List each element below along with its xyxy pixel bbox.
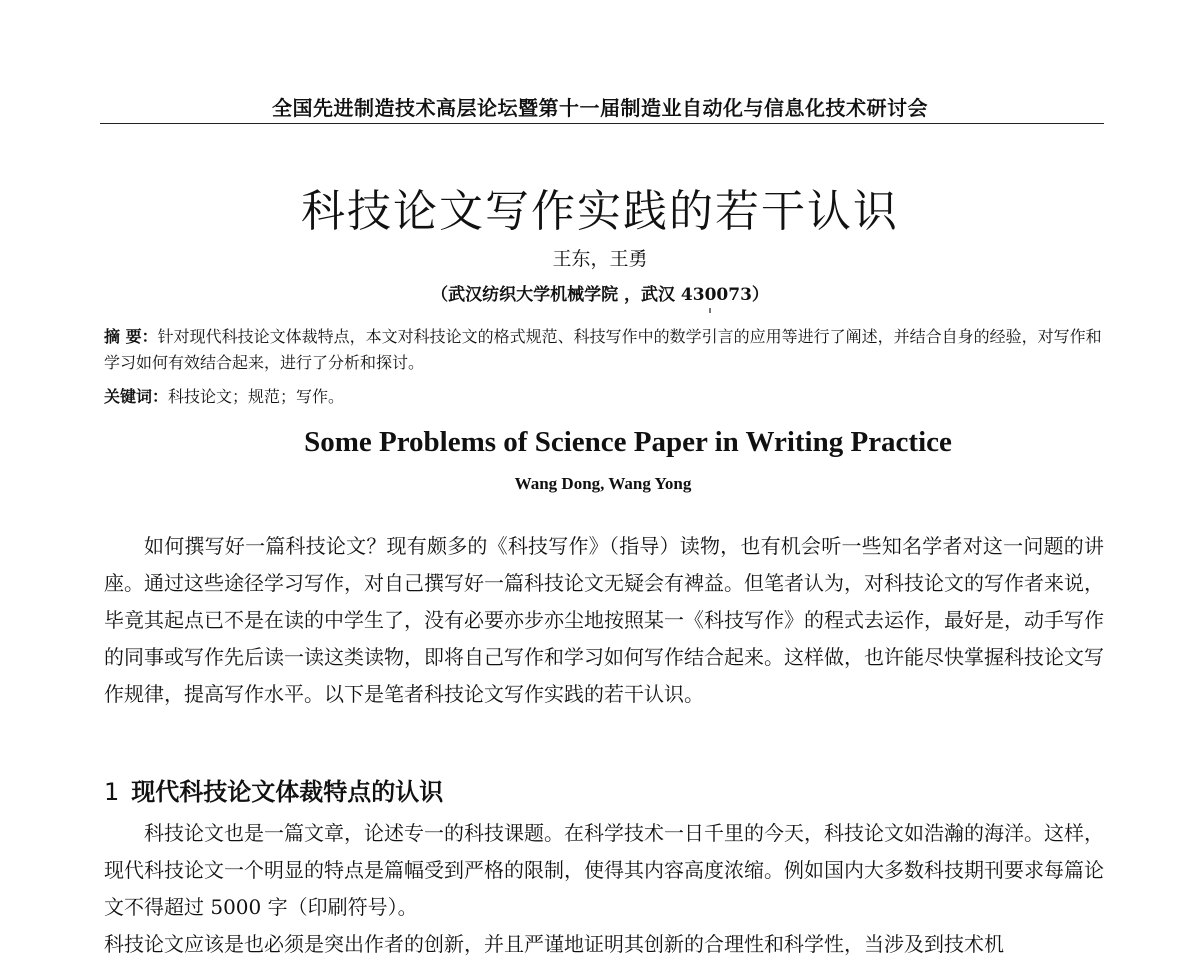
abstract-text: 针对现代科技论文体裁特点，本文对科技论文的格式规范、科技写作中的数学引言的应用等进行了阐述，并结合自身的经验，对写作和学习如何有效结合起来，进行了分析和探讨。	[104, 327, 1102, 372]
section-1-number: 1	[104, 778, 120, 806]
running-header: 全国先进制造技术高层论坛暨第十一届制造业自动化与信息化技术研讨会	[272, 96, 928, 120]
keywords-label: 关键词：	[104, 387, 169, 406]
section-1-paragraph-1: 科技论文也是一篇文章，论述专一的科技课题。在科学技术一日千里的今天，科技论文如浩瀚的海洋。这样，现代科技论文一个明显的特点是篇幅受到严格的限制，使得其内容高度浓缩。例如国内大多数科技期刊要求每篇论文不得超过 5000 字（印刷符号）。	[104, 821, 1104, 919]
authors-cn: 王东，王勇	[552, 248, 648, 270]
section-1-paragraph-2: 科技论文应该是也必须是突出作者的创新，并且严谨地证明其创新的合理性和科学性，当涉及到技术机	[104, 932, 1004, 956]
section-1-title: 现代科技论文体裁特点的认识	[131, 778, 444, 806]
authors-en: Wang Dong, Wang Yong	[514, 474, 692, 493]
paper-title-en: Some Problems of Science Paper in Writing Practice	[304, 426, 952, 458]
scan-speck	[709, 308, 711, 313]
keywords	[104, 384, 1102, 410]
keywords-text: 科技论文；规范；写作。	[168, 387, 345, 406]
abstract	[104, 324, 1102, 376]
affiliation: （武汉纺织大学机械学院 ，武汉 430073）	[431, 285, 769, 305]
paper-title-cn: 科技论文写作实践的若干认识	[301, 186, 899, 237]
section-1-heading	[104, 772, 443, 807]
header-rule	[100, 123, 1104, 124]
intro-paragraph: 如何撰写好一篇科技论文？现有颇多的《科技写作》（指导）读物，也有机会听一些知名学者对这一问题的讲座。通过这些途径学习写作，对自己撰写好一篇科技论文无疑会有裨益。但笔者认为，对科技论文的写作者来说，毕竟其起点已不是在读的中学生了，没有必要亦步亦尘地按照某一《科技写作》的程式去运作，最好是，动手写作的同事或写作先后读一读这类读物，即将自己写作和学习如何写作结合起来。这样做，也许能尽快掌握科技论文写作规律，提高写作水平。以下是笔者科技论文写作实践的若干认识。	[104, 534, 1104, 706]
abstract-label: 摘 要：	[104, 327, 158, 346]
